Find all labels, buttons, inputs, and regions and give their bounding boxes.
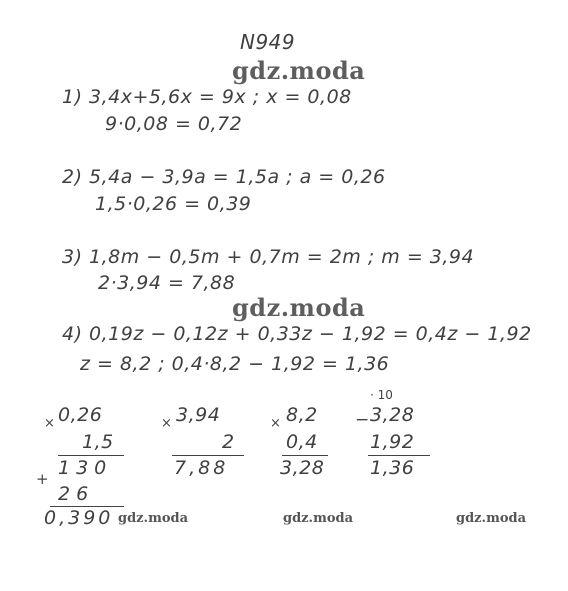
problem-3-evaluation: 2·3,94 = 7,88: [98, 272, 236, 294]
multiply-sign: ×: [270, 416, 281, 431]
calc-4-minuend: 3,28: [370, 404, 415, 426]
problem-4-equation: 4) 0,19z − 0,12z + 0,33z − 1,92 = 0,4z − 1,92: [62, 323, 532, 345]
problem-3-equation: 3) 1,8m − 0,5m + 0,7m = 2m ; m = 3,94: [62, 246, 475, 268]
problem-1-equation: 1) 3,4x+5,6x = 9x ; x = 0,08: [62, 86, 352, 108]
watermark: gdz.moda: [118, 511, 189, 526]
calc-2-rule: [172, 455, 244, 456]
calc-4-borrow-mark: · 10: [370, 388, 393, 402]
calc-3-rule: [282, 455, 328, 456]
calc-1-result: 0,390: [44, 507, 114, 529]
watermark: gdz.moda: [456, 511, 527, 526]
calc-3-multiplier: 0,4: [286, 431, 318, 453]
calc-1-rule: [58, 455, 124, 456]
calc-1-partial-product-1: 130: [58, 457, 113, 479]
calc-3-multiplicand: 8,2: [286, 404, 318, 426]
watermark: gdz.moda: [283, 511, 354, 526]
multiply-sign: ×: [161, 416, 172, 431]
calc-1-multiplicand: 0,26: [58, 404, 103, 426]
calc-4-rule: [368, 455, 430, 456]
problem-2-evaluation: 1,5·0,26 = 0,39: [95, 193, 252, 215]
calc-2-multiplicand: 3,94: [176, 404, 221, 426]
multiply-sign: ×: [44, 416, 55, 431]
calc-4-subtrahend: 1,92: [370, 431, 415, 453]
problem-4-evaluation: z = 8,2 ; 0,4·8,2 − 1,92 = 1,36: [80, 353, 390, 375]
problem-2-equation: 2) 5,4a − 3,9a = 1,5a ; a = 0,26: [62, 166, 386, 188]
plus-sign: +: [36, 470, 49, 488]
calc-4-result: 1,36: [370, 457, 415, 479]
calc-2-result: 7,88: [174, 457, 229, 479]
problem-1-evaluation: 9·0,08 = 0,72: [105, 113, 243, 135]
minus-sign: −: [355, 410, 370, 430]
calc-1-multiplier: 1,5: [82, 431, 114, 453]
problem-number-title: N949: [240, 30, 296, 54]
calc-2-multiplier: 2: [222, 431, 235, 453]
calc-3-result: 3,28: [280, 457, 325, 479]
watermark: gdz.moda: [232, 56, 366, 85]
calc-1-partial-product-2: 26: [58, 483, 95, 505]
watermark: gdz.moda: [232, 293, 366, 322]
